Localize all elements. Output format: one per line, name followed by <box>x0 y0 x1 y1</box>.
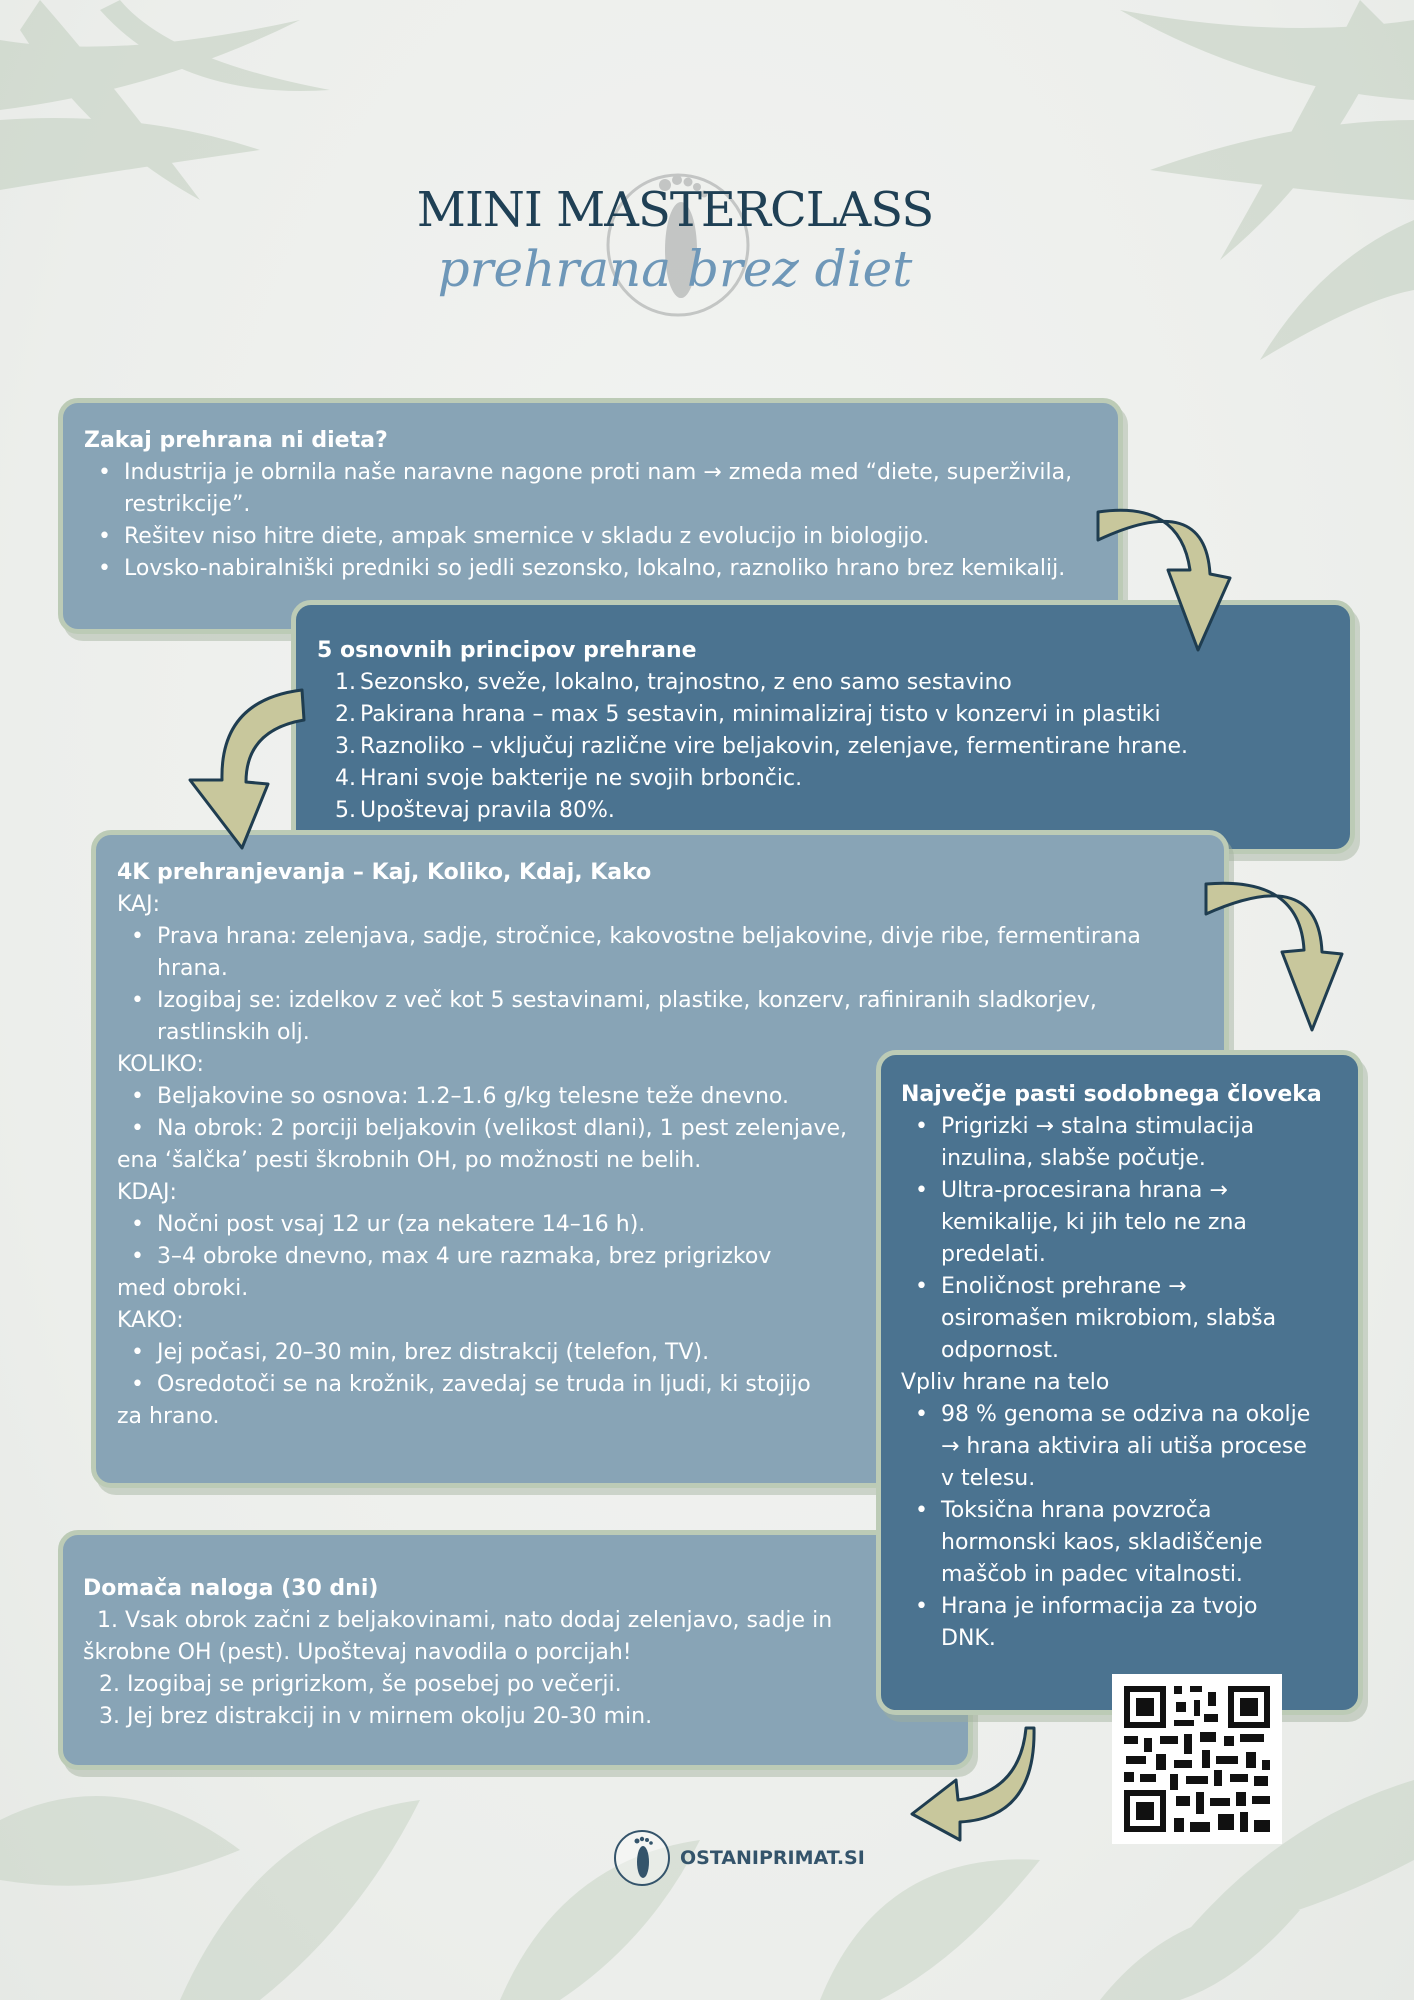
list-item: • 3–4 obroke dnevno, max 4 ure razmaka, brez prigrizkov <box>117 1241 1224 1273</box>
footer-brand <box>612 1828 865 1888</box>
list-item: 2. Pakirana hrana – max 5 sestavin, minimaliziraj tisto v konzervi in plastiki <box>335 702 1161 727</box>
list-item: • Enoličnost prehrane → osiromašen mikrobiom, slabša odpornost. <box>901 1271 1358 1367</box>
list-item: • Na obrok: 2 porciji beljakovin (velikost dlani), 1 pest zelenjave, <box>117 1113 1224 1145</box>
qr-code-icon <box>1112 1674 1282 1844</box>
curved-arrow-4-icon <box>908 1722 1038 1842</box>
card-homework-heading: Domača naloga (30 dni) <box>83 1576 379 1601</box>
homework-item-1-continuation: škrobne OH (pest). Upoštevaj navodila o porcijah! <box>83 1640 632 1665</box>
list-item: 1. Sezonsko, sveže, lokalno, trajnostno, z eno samo sestavino <box>335 670 1012 695</box>
kako-label: KAKO: <box>117 1308 184 1333</box>
card-zakaj <box>58 398 1123 634</box>
card-pasti <box>876 1050 1363 1715</box>
curved-arrow-2-icon <box>180 680 310 850</box>
kaj-label: KAJ: <box>117 892 160 917</box>
curved-arrow-3-icon <box>1200 870 1350 1040</box>
list-item: • Nočni post vsaj 12 ur (za nekatere 14–16 h). <box>117 1209 1224 1241</box>
list-item: • Rešitev niso hitre diete, ampak smernice v skladu z evolucijo in biologijo. <box>84 521 1118 553</box>
list-item: • Hrana je informacija za tvojo DNK. <box>901 1591 1358 1655</box>
curved-arrow-1-icon <box>1090 500 1240 660</box>
card-4k-heading: 4K prehranjevanja – Kaj, Koliko, Kdaj, Kako <box>117 860 652 885</box>
kako-continuation: za hrano. <box>117 1404 220 1429</box>
list-item: • Industrija je obrnila naše naravne nagone proti nam → zmeda med “diete, superživila, restrikcije”. <box>84 457 1118 521</box>
koliko-continuation: ena ‘šalčka’ pesti škrobnih OH, po možnosti ne belih. <box>117 1148 702 1173</box>
page-subtitle: prehrana brez diet <box>437 240 913 298</box>
list-item: • Beljakovine so osnova: 1.2–1.6 g/kg telesne teže dnevno. <box>117 1081 1224 1113</box>
list-item: • Jej počasi, 20–30 min, brez distrakcij (telefon, TV). <box>117 1337 1224 1369</box>
kdaj-label: KDAJ: <box>117 1180 177 1205</box>
koliko-label: KOLIKO: <box>117 1052 204 1077</box>
card-pasti-heading: Največje pasti sodobnega človeka <box>901 1082 1322 1107</box>
list-item: • Lovsko-nabiralniški predniki so jedli sezonsko, lokalno, raznoliko hrano brez kemikalij. <box>84 553 1118 585</box>
homework-item-3: 3. Jej brez distrakcij in v mirnem okolju 20-30 min. <box>99 1704 653 1729</box>
list-item: • Toksična hrana povzroča hormonski kaos, skladiščenje maščob in padec vitalnosti. <box>901 1495 1358 1591</box>
card-pasti-subheading: Vpliv hrane na telo <box>901 1370 1110 1395</box>
card-zakaj-heading: Zakaj prehrana ni dieta? <box>84 428 388 453</box>
page-title: MINI MASTERCLASS <box>416 182 934 238</box>
list-item: • Prigrizki → stalna stimulacija inzulina, slabše počutje. <box>901 1111 1358 1175</box>
kdaj-continuation: med obroki. <box>117 1276 249 1301</box>
list-item: • 98 % genoma se odziva na okolje → hrana aktivira ali utiša procese v telesu. <box>901 1399 1358 1495</box>
card-principi-heading: 5 osnovnih principov prehrane <box>317 638 697 663</box>
homework-item-1: 1. Vsak obrok začni z beljakovinami, nato dodaj zelenjavo, sadje in <box>97 1608 833 1633</box>
footprint-small-logo-icon <box>612 1828 672 1888</box>
list-item: • Ultra-procesirana hrana → kemikalije, ki jih telo ne zna predelati. <box>901 1175 1358 1271</box>
homework-item-2: 2. Izogibaj se prigrizkom, še posebej po večerji. <box>99 1672 622 1697</box>
list-item: • Osredotoči se na krožnik, zavedaj se truda in ljudi, ki stojijo <box>117 1369 1224 1401</box>
list-item: 5. Upoštevaj pravila 80%. <box>335 798 615 823</box>
list-item: 4. Hrani svoje bakterije ne svojih brbončic. <box>335 766 803 791</box>
list-item: • Prava hrana: zelenjava, sadje, stročnice, kakovostne beljakovine, divje ribe, fermentirana hrana. <box>117 921 1224 985</box>
footer-brand-text: OSTANIPRIMAT.SI <box>680 1847 865 1869</box>
list-item: 3. Raznoliko – vključuj različne vire beljakovin, zelenjave, fermentirane hrane. <box>335 734 1189 759</box>
list-item: • Izogibaj se: izdelkov z več kot 5 sestavinami, plastike, konzerv, rafiniranih sladkorjev, rastlinskih olj. <box>117 985 1224 1049</box>
card-homework <box>58 1530 973 1770</box>
